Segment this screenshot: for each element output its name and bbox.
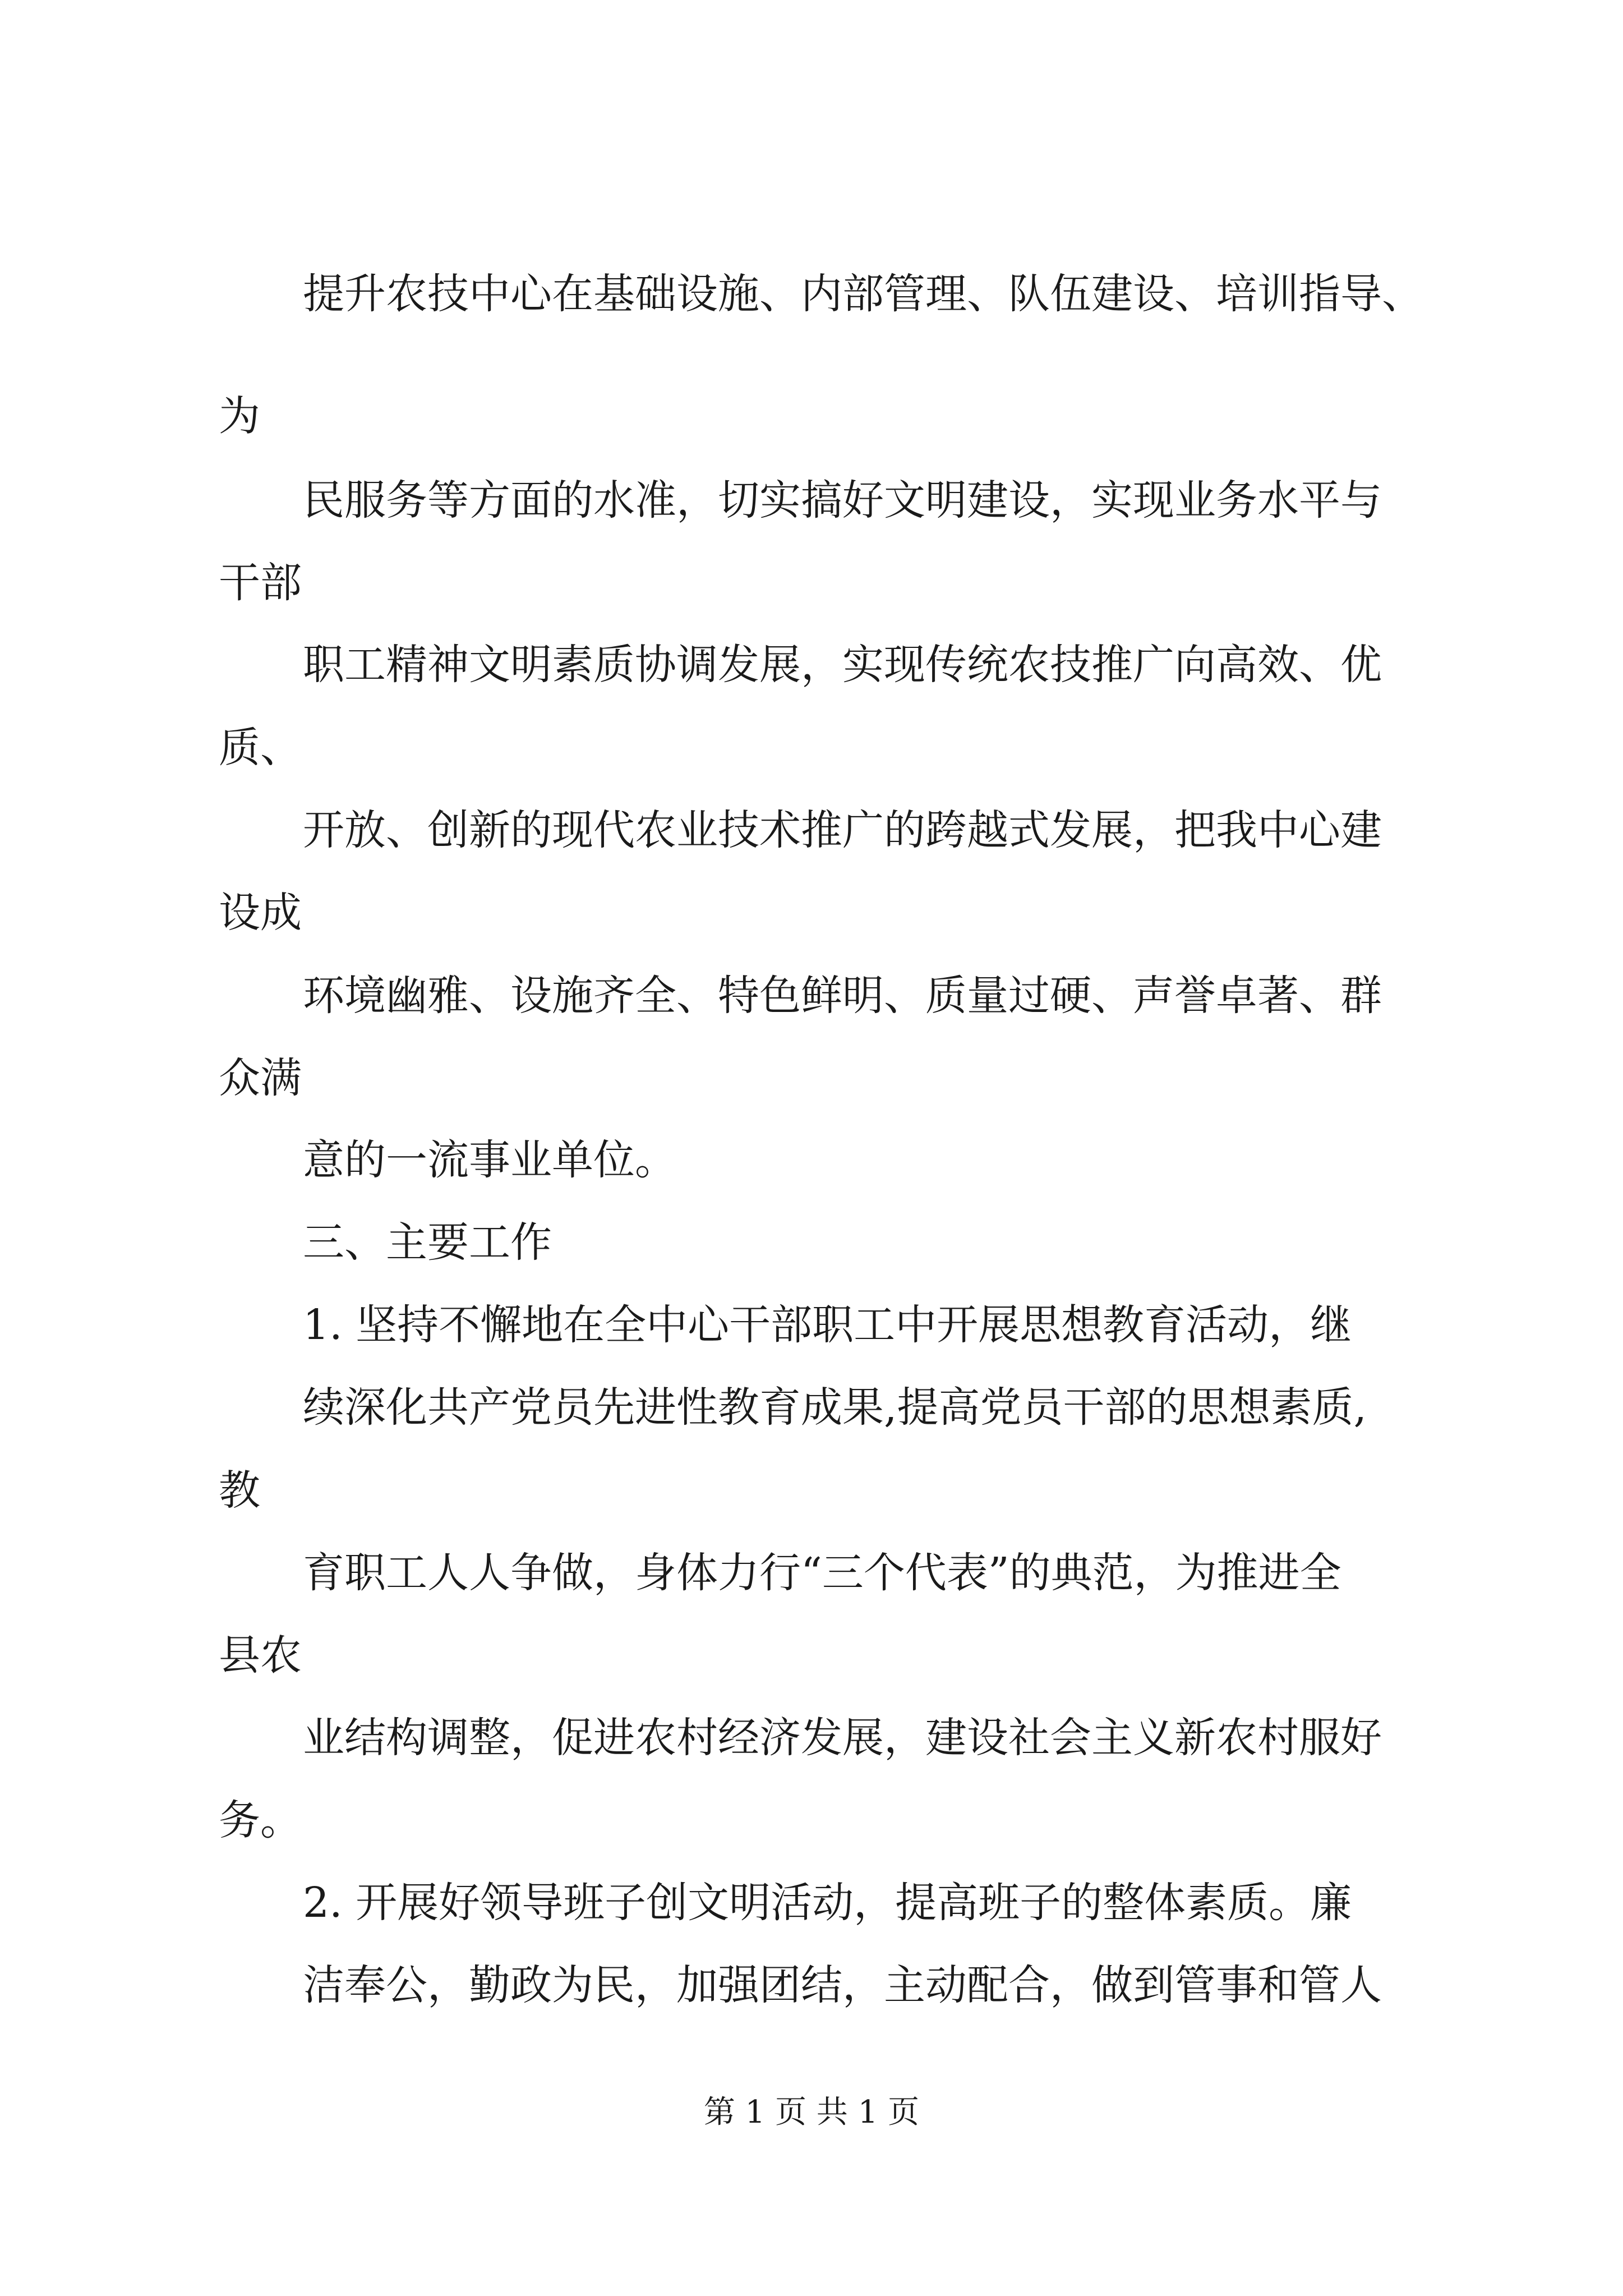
section-heading: 三、主要工作 [303,1218,552,1267]
text-line: 为 [219,392,260,440]
text-line: 业结构调整，促进农村经济发展，建设社会主义新农村服好 [303,1714,1382,1762]
page-footer: 第 1 页 共 1 页 [703,2094,920,2131]
text-line: 众满 [219,1054,302,1102]
text-line: 质、 [219,724,302,772]
text-line: 1. 坚持不懈地在全中心干部职工中开展思想教育活动，继 [303,1301,1352,1349]
text-line: 县农 [219,1631,302,1680]
text-line: 意的一流事业单位。 [303,1136,676,1184]
text-line: 职工精神文明素质协调发展，实现传统农技推广向高效、优 [303,641,1382,689]
text-line: 洁奉公，勤政为民，加强团结，主动配合，做到管事和管人 [303,1961,1382,2009]
text-line: 民服务等方面的水准，切实搞好文明建设，实现业务水平与 [303,476,1382,524]
text-line: 续深化共产党员先进性教育成果,提高党员干部的思想素质, [303,1383,1367,1432]
text-line: 干部 [219,559,302,607]
text-line: 务。 [219,1796,302,1844]
text-line: 环境幽雅、设施齐全、特色鲜明、质量过硬、声誉卓著、群 [303,972,1382,1020]
text-line: 设成 [219,889,302,937]
text-line: 教 [219,1466,260,1515]
text-line: 育职工人人争做，身体力行“三个代表”的典范，为推进全 [303,1549,1341,1597]
text-line: 提升农技中心在基础设施、内部管理、队伍建设、培训指导、 [303,270,1423,318]
text-line: 2. 开展好领导班子创文明活动，提高班子的整体素质。廉 [303,1879,1352,1927]
text-line: 开放、创新的现代农业技术推广的跨越式发展，把我中心建 [303,806,1382,854]
